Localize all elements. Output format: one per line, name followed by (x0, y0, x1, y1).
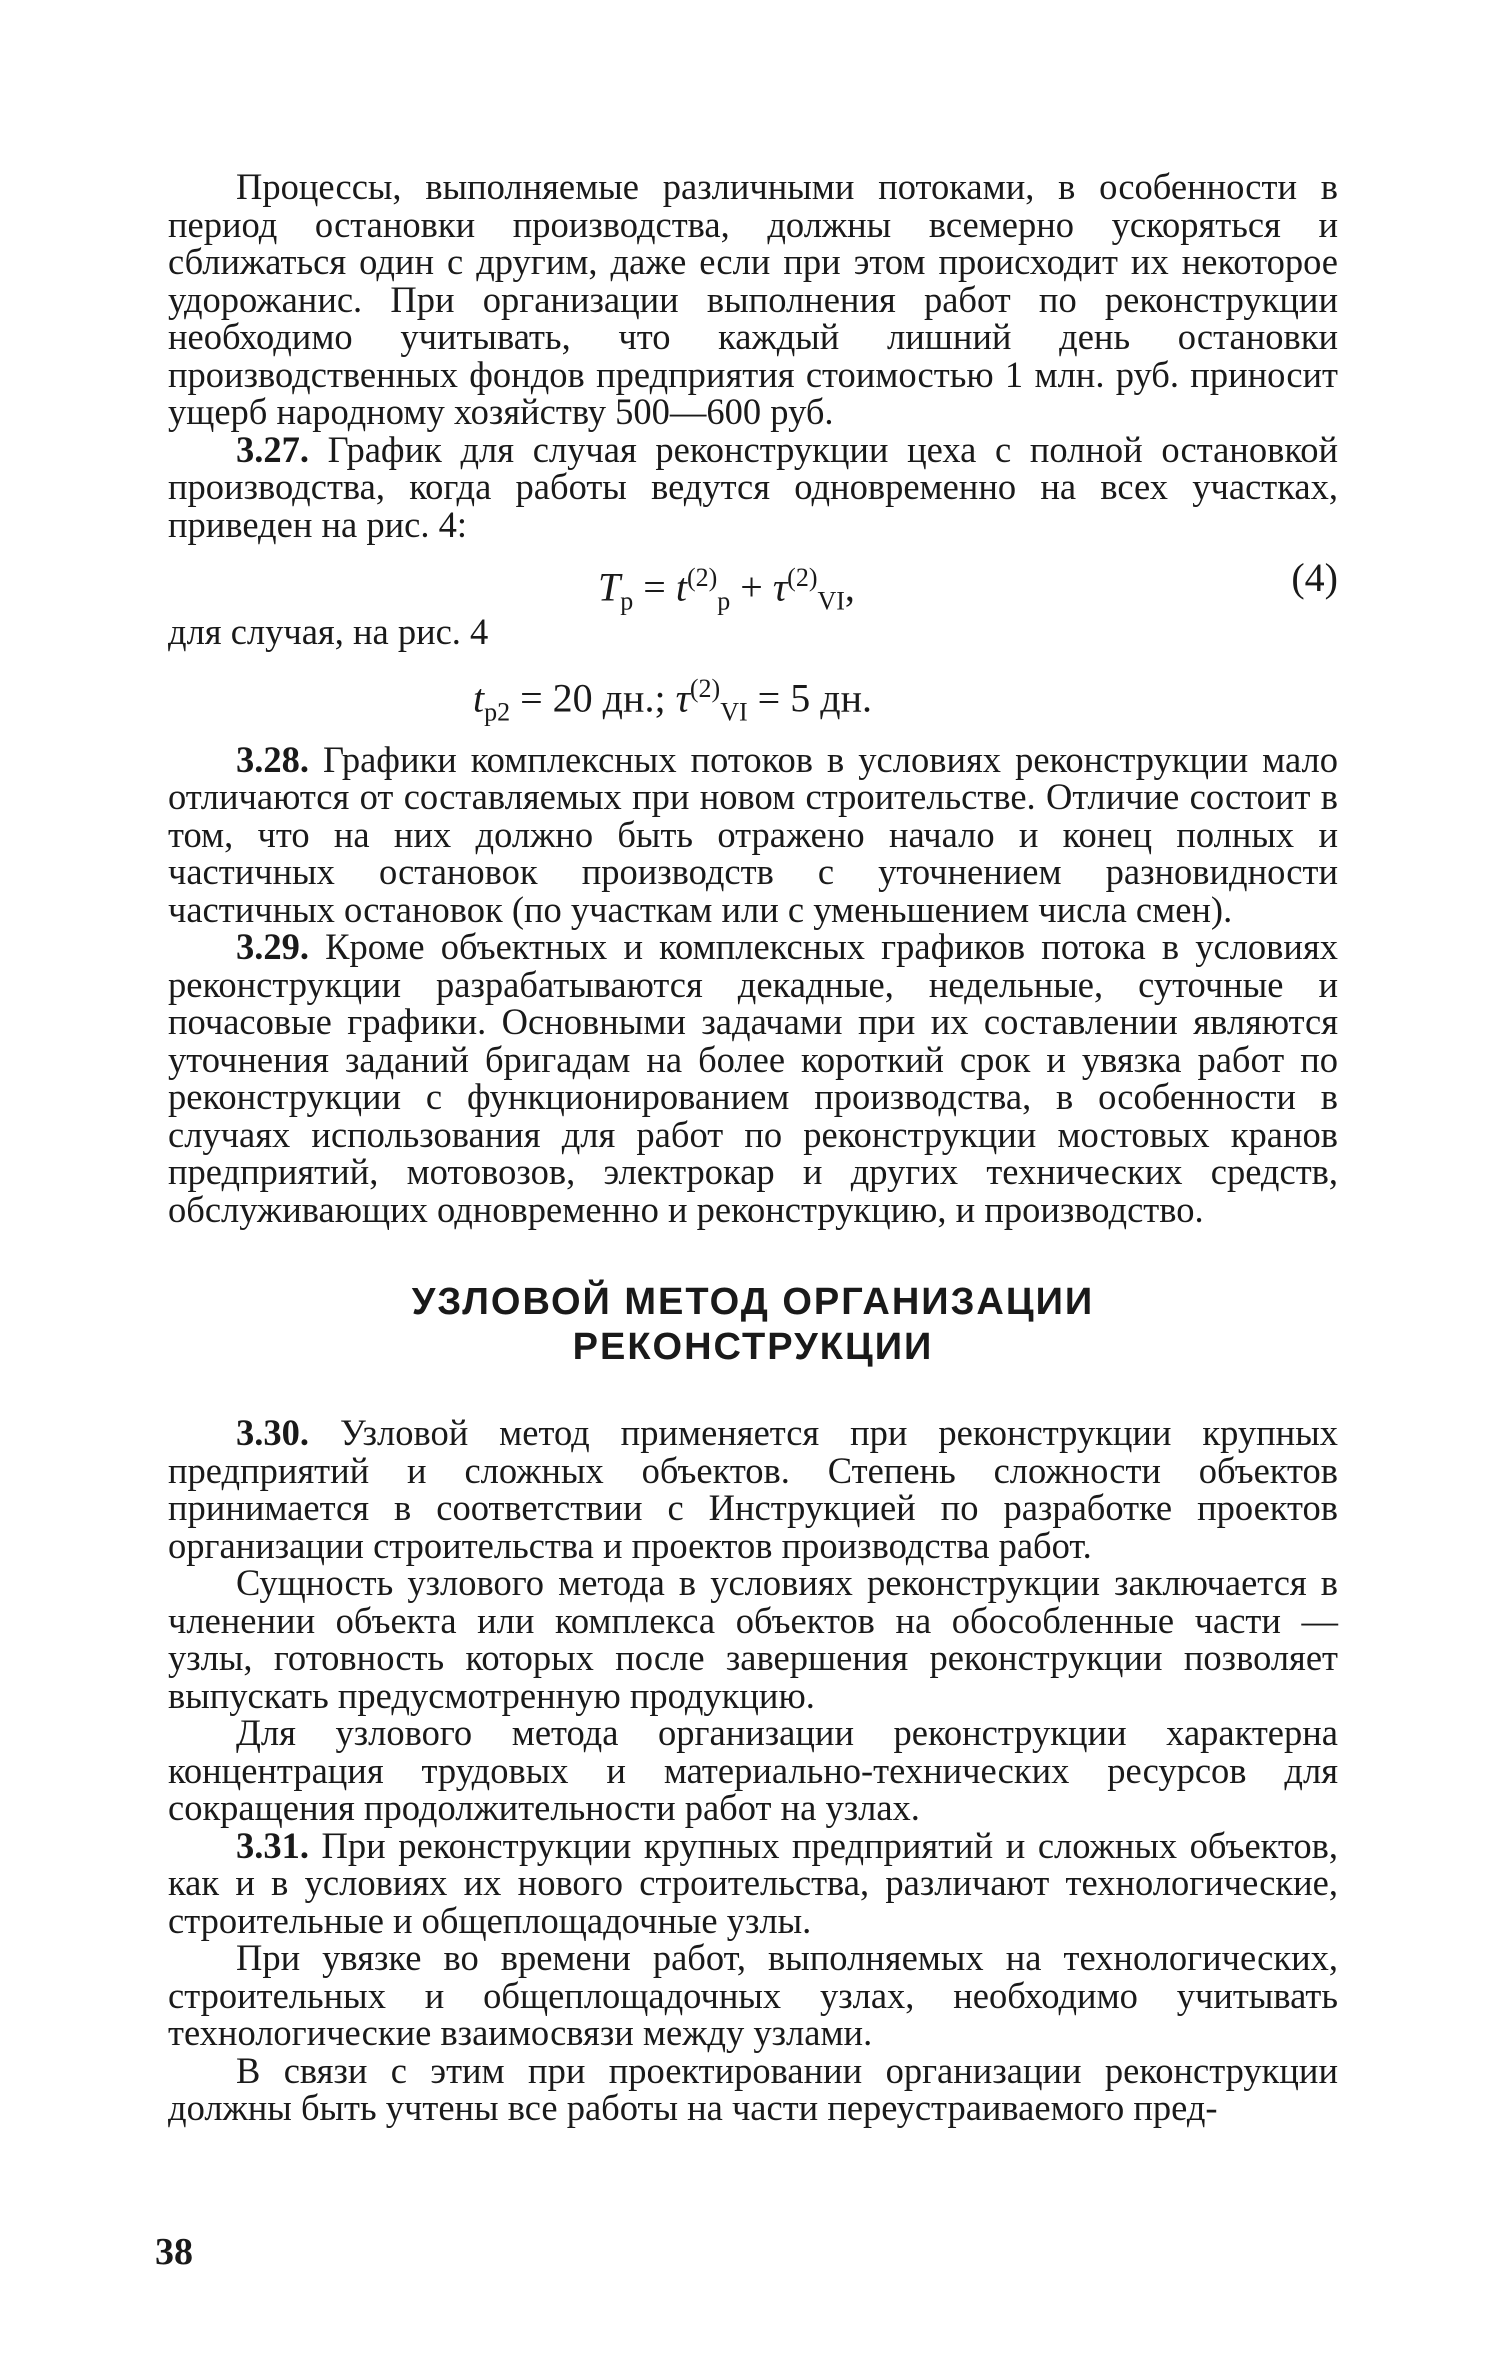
paragraph-text: Узловой метод применяется при реконструкции крупных предприятий и сложных объектов. Степень сложности объектов принимается в соответствии с Инструкцией по разработке проектов организации строительства и проектов производства работ. (168, 1412, 1338, 1566)
section-number: 3.27. (236, 428, 309, 470)
paragraph-essence: Сущность узлового метода в условиях реконструкции заключается в членении объекта или комплекса объектов на обособленные части — узлы, готовность которых после завершения реконструкции позволяет выпускать предусмотренную продукцию. (168, 1562, 1338, 1716)
formula-expression: $T_р = t^{(2)}_р + \tau^{(2)}_{VI}$, (598, 563, 855, 616)
heading-line-1: УЗЛОВОЙ МЕТОД ОРГАНИЗАЦИИ (411, 1281, 1095, 1323)
formula-values (168, 651, 1338, 727)
paragraph-text: При реконструкции крупных предприятий и сложных объектов, как и в условиях их нового строительства, различают технологические, строительные и общеплощадочные узлы. (168, 1824, 1338, 1941)
paragraph-3-30 (168, 1414, 1338, 1564)
section-heading (168, 1280, 1338, 1370)
paragraph-text: График для случая реконструкции цеха с полной остановкой производства, когда работы ведутся одновременно на всех участках, приведен на рис. 4: (168, 428, 1338, 545)
paragraph-processes: Процессы, выполняемые различными потоками, в особенности в период остановки производства, должны всемерно ускоряться и сближаться один с другим, даже если при этом происходит их некоторое удорожанис. При организации выполнения работ по реконструкции необходимо учитывать, что каждый лишний день остановки производственных фондов предприятия стоимостью 1 млн. руб. приносит ущерб народному хозяйству 500—600 руб. (168, 166, 1338, 432)
paragraph-linking: При увязке во времени работ, выполняемых на технологических, строительных и общеплощадочных узлах, необходимо учитывать технологические взаимосвязи между узлами. (168, 1937, 1338, 2053)
section-number: 3.30. (236, 1412, 309, 1453)
heading-line-2: РЕКОНСТРУКЦИИ (572, 1326, 934, 1368)
page-number: 38 (155, 2231, 193, 2273)
for-case-line: для случая, на рис. 4 (168, 611, 489, 652)
equation-number: (4) (1291, 555, 1338, 600)
section-number: 3.29. (236, 926, 309, 967)
paragraph-3-27 (168, 428, 1338, 545)
paragraph-3-29 (168, 928, 1338, 1228)
page-body (168, 168, 1338, 2127)
section-number: 3.28. (236, 738, 309, 780)
paragraph-design: В связи с этим при проектировании организации реконструкции должны быть учтены все работы на части переустраиваемого пред- (168, 2049, 1338, 2128)
paragraph-concentration: Для узлового метода организации реконструкции характерна концентрация трудовых и материально-технических ресурсов для сокращения продолжительности работ на узлах. (168, 1712, 1338, 1828)
paragraph-3-28 (168, 738, 1338, 930)
paragraph-3-31 (168, 1824, 1338, 1941)
paragraph-text: Графики комплексных потоков в условиях реконструкции мало отличаются от составляемых при новом строительстве. Отличие состоит в том, что на них должно быть отражено начало и конец полных и частичных остановок производств с уточнением разновидности частичных остановок (по участкам или с уменьшением числа смен). (168, 738, 1338, 930)
formula-values-expression: $t_{р2} = 20$ дн.; $\tau^{(2)}_{VI} = 5$ дн. (473, 673, 872, 726)
formula-4 (168, 543, 1338, 616)
paragraph-text: Кроме объектных и комплексных графиков потока в условиях реконструкции разрабатываются декадные, недельные, суточные и почасовые графики. Основными задачами при их составлении являются уточнения заданий бригадам на более короткий срок и увязка работ по реконструкции с функционированием производства, в особенности в случаях использования для работ по реконструкции мостовых кранов предприятий, мотовозов, электрокар и других технических средств, обслуживающих одновременно и реконструкцию, и производство. (168, 926, 1338, 1230)
section-number: 3.31. (236, 1824, 309, 1866)
